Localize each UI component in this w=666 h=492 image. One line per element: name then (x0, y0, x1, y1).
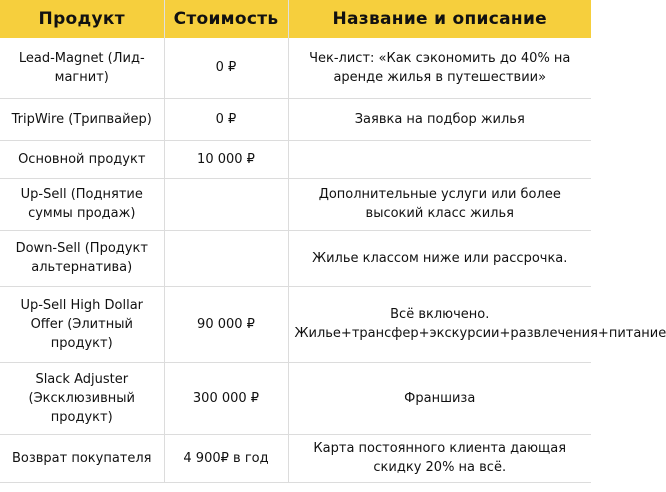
description-cell: Всё включено. Жилье+трансфер+экскурсии+развлечения+питание (288, 286, 591, 362)
product-cell: Возврат покупателя (0, 434, 164, 482)
cost-cell: 0 ₽ (164, 38, 288, 98)
table-row (0, 362, 591, 434)
header-cost: Стоимость (164, 0, 288, 38)
table-row (0, 38, 591, 98)
table-row (0, 230, 591, 286)
product-cell: Lead-Magnet (Лид-магнит) (0, 38, 164, 98)
description-cell (288, 140, 591, 178)
table-row (0, 434, 591, 482)
header-description: Название и описание (288, 0, 591, 38)
cost-cell: 10 000 ₽ (164, 140, 288, 178)
table-row (0, 140, 591, 178)
product-cell: Основной продукт (0, 140, 164, 178)
product-cell: Up-Sell High Dollar Offer (Элитный продукт) (0, 286, 164, 362)
description-cell: Дополнительные услуги или более высокий класс жилья (288, 178, 591, 230)
cost-cell: 4 900₽ в год (164, 434, 288, 482)
cost-cell (164, 230, 288, 286)
cost-cell: 0 ₽ (164, 98, 288, 140)
description-cell: Чек-лист: «Как сэкономить до 40% на аренде жилья в путешествии» (288, 38, 591, 98)
description-cell: Жилье классом ниже или рассрочка. (288, 230, 591, 286)
table-row (0, 98, 591, 140)
product-cell: Slack Adjuster (Эксклюзивный продукт) (0, 362, 164, 434)
description-cell: Карта постоянного клиента дающая скидку 20% на всё. (288, 434, 591, 482)
table-row (0, 286, 591, 362)
table-row (0, 178, 591, 230)
product-cell: TripWire (Трипвайер) (0, 98, 164, 140)
description-cell: Франшиза (288, 362, 591, 434)
cost-cell: 90 000 ₽ (164, 286, 288, 362)
header-product: Продукт (0, 0, 164, 38)
cost-cell: 300 000 ₽ (164, 362, 288, 434)
product-cell: Down-Sell (Продукт альтернатива) (0, 230, 164, 286)
cost-cell (164, 178, 288, 230)
header-row (0, 0, 591, 38)
description-cell: Заявка на подбор жилья (288, 98, 591, 140)
product-cell: Up-Sell (Поднятие суммы продаж) (0, 178, 164, 230)
